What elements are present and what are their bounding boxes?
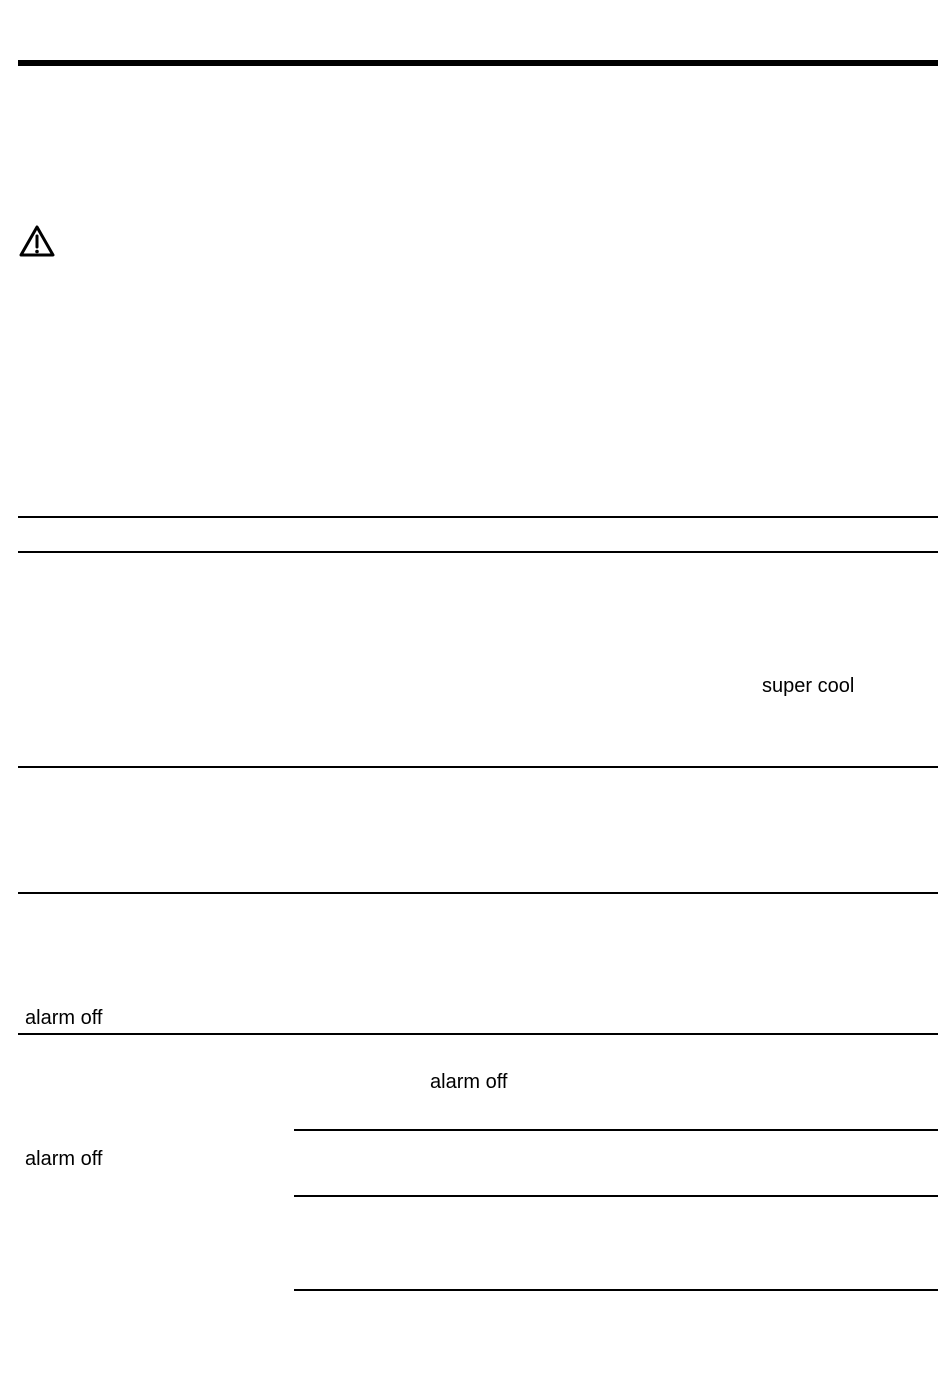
table-row-rule — [18, 766, 938, 768]
warning-triangle-icon — [18, 224, 56, 258]
table-row-rule — [18, 892, 938, 894]
top-thick-rule — [18, 60, 938, 66]
super-cool-label: super cool — [762, 675, 855, 697]
subrow-rule — [294, 1195, 938, 1197]
table-row-rule — [18, 1033, 938, 1035]
alarm-off-label: alarm off — [25, 1148, 103, 1170]
alarm-off-label: alarm off — [25, 1007, 103, 1029]
table-header-rule — [18, 551, 938, 553]
table-top-rule — [18, 516, 938, 518]
subrow-rule — [294, 1289, 938, 1291]
subrow-rule — [294, 1129, 938, 1131]
alarm-off-label: alarm off — [430, 1071, 508, 1093]
